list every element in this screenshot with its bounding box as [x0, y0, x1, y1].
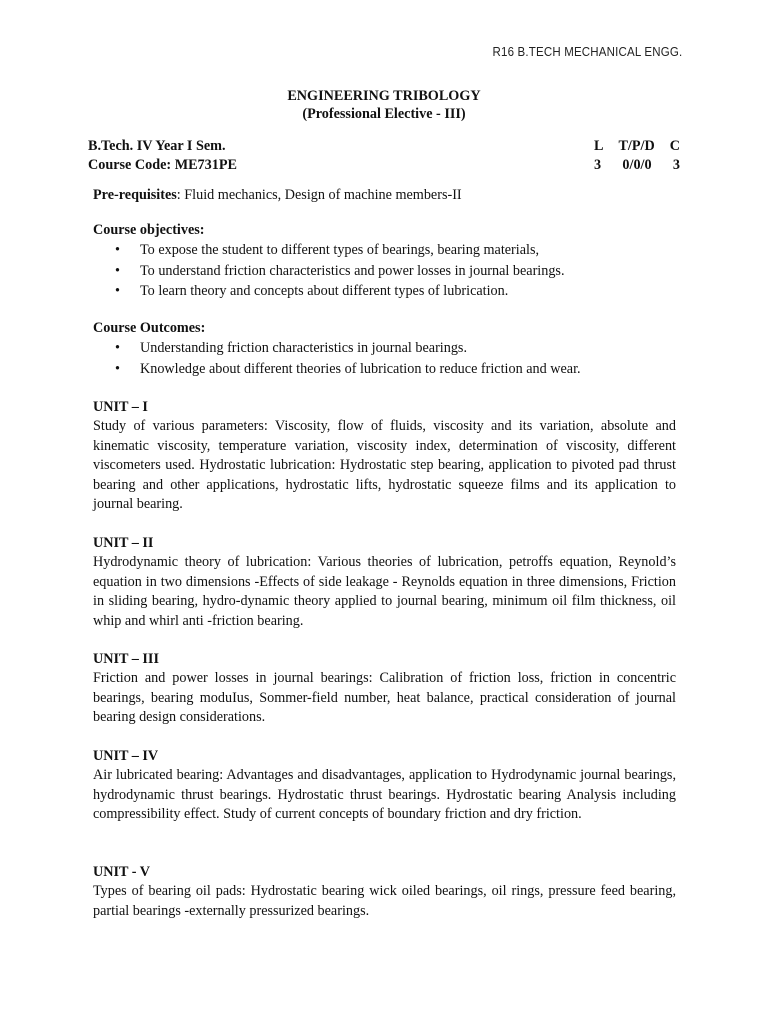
objectives-list — [93, 240, 676, 302]
bullet-icon: • — [115, 340, 120, 357]
course-objectives — [93, 221, 676, 302]
meta-row-code — [88, 156, 680, 175]
ltpc-header-tpd: T/P/D — [618, 138, 655, 154]
outcomes-heading: Course Outcomes: — [93, 320, 206, 336]
objectives-heading: Course objectives: — [93, 222, 205, 238]
unit-heading: UNIT - V — [93, 864, 151, 880]
outcome-text: Understanding friction characteristics in journal bearings. — [140, 340, 467, 357]
unit-3 — [93, 650, 676, 728]
semester-label: B.Tech. IV Year I Sem. — [88, 138, 226, 154]
bullet-icon: • — [115, 283, 120, 300]
ltpc-header-c: C — [669, 138, 680, 154]
prerequisites — [93, 186, 676, 205]
unit-5 — [93, 863, 676, 921]
unit-heading: UNIT – I — [93, 399, 148, 415]
title-block — [0, 87, 768, 123]
list-item — [93, 359, 676, 380]
unit-heading: UNIT – II — [93, 535, 154, 551]
unit-heading: UNIT – IV — [93, 748, 159, 764]
meta-row-semester — [88, 137, 680, 156]
bullet-icon: • — [115, 360, 120, 377]
course-meta — [88, 137, 680, 175]
course-title: ENGINEERING TRIBOLOGY — [287, 88, 481, 104]
unit-4 — [93, 747, 676, 825]
course-subtitle: (Professional Elective - III) — [302, 106, 466, 122]
course-outcomes — [93, 319, 676, 379]
outcomes-list — [93, 338, 676, 379]
list-item — [93, 338, 676, 359]
bullet-icon: • — [115, 242, 120, 259]
unit-text: Types of bearing oil pads: Hydrostatic bearing wick oiled bearings, oil rings, pressure feed bearing, partial bearings -externally pressurized bearings. — [93, 883, 676, 919]
ltpc-headers — [594, 137, 680, 156]
list-item — [93, 281, 676, 302]
ltpc-value-tpd: 0/0/0 — [622, 157, 652, 173]
course-code: Course Code: ME731PE — [88, 157, 237, 173]
unit-text: Friction and power losses in journal bearings: Calibration of friction loss, friction in concentric bearings, bearing moduIus, Sommer-field number, heat balance, practical consideration of journal bearing design considerations. — [93, 670, 676, 726]
unit-text: Air lubricated bearing: Advantages and disadvantages, application to Hydrodynamic journal bearings, hydrodynamic thrust bearings. Hydrostatic thrust bearings. Hydrostatic bearing Analysis including compressibility effect. Study of current concepts of boundary friction and dry friction. — [93, 767, 676, 823]
unit-text: Study of various parameters: Viscosity, flow of fluids, viscosity and its variation, absolute and kinematic viscosity, temperature variation, viscosity index, determination of viscosity, different viscometers used. Hydrostatic lubrication: Hydrostatic step bearing, application to pivoted pad thrust bearing and other applications, hydrostatic lifts, hydrostatic squeeze films and its application to journal bearing. — [93, 418, 676, 513]
unit-2 — [93, 534, 676, 631]
ltpc-value-l: 3 — [594, 157, 602, 173]
ltpc-value-c: 3 — [672, 157, 680, 173]
objective-text: To understand friction characteristics and power losses in journal bearings. — [140, 262, 565, 279]
ltpc-values — [594, 156, 680, 175]
objective-text: To learn theory and concepts about different types of lubrication. — [140, 283, 509, 300]
list-item — [93, 240, 676, 261]
running-header: R16 B.TECH MECHANICAL ENGG. — [492, 45, 682, 59]
list-item — [93, 261, 676, 282]
outcome-text: Knowledge about different theories of lubrication to reduce friction and wear. — [140, 360, 581, 377]
unit-1 — [93, 398, 676, 514]
objective-text: To expose the student to different types of bearings, bearing materials, — [140, 242, 540, 259]
prerequisites-label: Pre-requisites — [93, 187, 177, 203]
unit-heading: UNIT – III — [93, 651, 159, 667]
prerequisites-text: : Fluid mechanics, Design of machine members-II — [176, 187, 462, 203]
unit-text: Hydrodynamic theory of lubrication: Various theories of lubrication, petroffs equation, Reynold’s equation in two dimensions -Effects of side leakage - Reynolds equation in three dimensions, Friction in sliding bearing, hydro-dynamic theory applied to journal bearing, minimum oil film thickness, oil whip and whirl anti -friction bearing. — [93, 554, 676, 629]
bullet-icon: • — [115, 262, 120, 279]
ltpc-header-l: L — [594, 138, 604, 154]
